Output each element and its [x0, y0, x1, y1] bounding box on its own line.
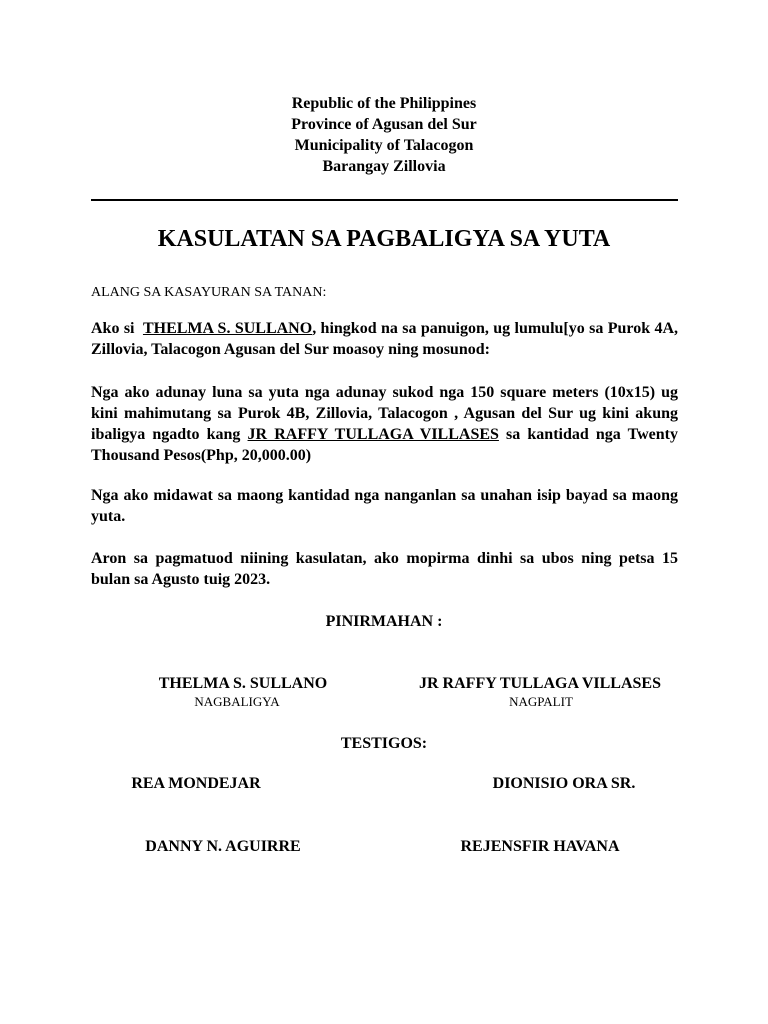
paragraph-declaration-rest: , hingkod na sa panuigon, ug lumulu[yo sa Purok 4A, Zillovia, Talacogon Agusan del Sur moasoy ning mosunod:: [91, 320, 679, 358]
seller-signatory-name: THELMA S. SULLANO: [158, 675, 328, 692]
document-title: KASULATAN SA PAGBALIGYA SA YUTA: [157, 226, 611, 252]
paragraph-land-sale: [91, 382, 678, 466]
paragraph-land-sale-lead: Nga ako adunay luna sa yuta nga adunay sukod nga 150 square meters (10x15) ug kini mahimutang sa Purok 4B, Zillovia, Talacogon , Agusan del Sur ug kini akung ibaligya ngadto kang: [91, 384, 678, 443]
witness-name: REA MONDEJAR: [131, 775, 261, 792]
header-line-country: Republic of the Philippines: [291, 95, 477, 112]
paragraph-attestation: Aron sa pagmatuod niining kasulatan, ako mopirma dinhi sa ubos ning petsa 15 bulan sa Agusto tuig 2023.: [91, 550, 678, 588]
signed-label: PINIRMAHAN :: [325, 613, 443, 630]
seller-name-inline: THELMA S. SULLANO: [142, 320, 313, 337]
buyer-signatory-name: JR RAFFY TULLAGA VILLASES: [419, 675, 661, 692]
paragraph-declaration: [91, 318, 678, 360]
salutation: ALANG SA KASAYURAN SA TANAN:: [91, 285, 327, 300]
buyer-name-inline: JR RAFFY TULLAGA VILLASES: [247, 426, 499, 443]
header-line-municipality: Municipality of Talacogon: [294, 137, 474, 154]
paragraph-payment-received: Nga ako midawat sa maong kantidad nga nanganlan sa unahan isip bayad sa maong yuta.: [91, 487, 678, 525]
witnesses-label: TESTIGOS:: [340, 735, 428, 752]
header-divider: [91, 199, 678, 201]
witness-name: REJENSFIR HAVANA: [460, 838, 620, 855]
witness-name: DANNY N. AGUIRRE: [145, 838, 301, 855]
header-line-barangay: Barangay Zillovia: [322, 158, 446, 175]
paragraph-declaration-lead: Ako si: [91, 320, 143, 337]
buyer-signatory-role: NAGPALIT: [509, 694, 573, 709]
seller-signatory-role: NAGBALIGYA: [194, 694, 280, 709]
document-header: [0, 93, 768, 177]
paragraph-land-sale-rest: sa kantidad nga Twenty Thousand Pesos(Php, 20,000.00): [91, 426, 679, 464]
header-line-province: Province of Agusan del Sur: [291, 116, 477, 133]
witness-name: DIONISIO ORA SR.: [492, 775, 636, 792]
